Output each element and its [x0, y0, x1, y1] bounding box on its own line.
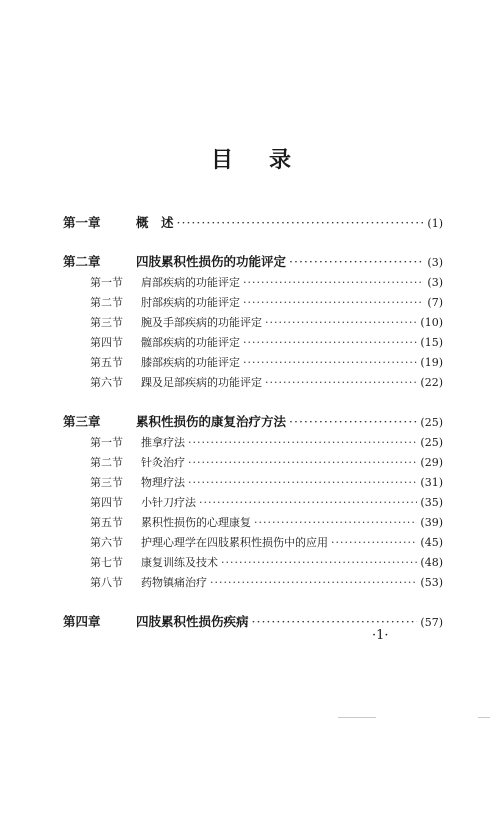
dot-leader	[331, 534, 417, 552]
page-number: (45)	[420, 536, 443, 549]
section-title: 护理心理学在四肢累积性损伤中的应用	[141, 536, 328, 549]
page-number: (25)	[420, 436, 443, 449]
section-title: 踝及足部疾病的功能评定	[141, 376, 262, 389]
section-title: 推拿疗法	[141, 436, 185, 449]
page-number: (39)	[420, 516, 443, 529]
scan-artifact-mark	[338, 717, 376, 718]
page-number: (57)	[420, 616, 443, 629]
toc-section[interactable]	[90, 434, 443, 452]
page-title	[0, 143, 504, 174]
section-number: 第四节	[90, 336, 123, 349]
dot-leader	[243, 274, 424, 292]
dot-leader	[265, 314, 417, 332]
section-title: 髋部疾病的功能评定	[141, 336, 240, 349]
toc-section[interactable]	[90, 514, 443, 532]
section-title: 康复训练及技术	[141, 556, 218, 569]
toc-section[interactable]	[90, 354, 443, 372]
dot-leader	[243, 334, 417, 352]
page-number: (35)	[420, 496, 443, 509]
section-title: 小针刀疗法	[141, 496, 196, 509]
page-number: (15)	[420, 336, 443, 349]
page-number: (10)	[420, 316, 443, 329]
chapter-title: 四肢累积性损伤疾病	[136, 614, 249, 629]
dot-leader	[289, 413, 417, 431]
title-char-2: 录	[269, 147, 294, 173]
toc-section[interactable]	[90, 534, 443, 552]
section-title: 肘部疾病的功能评定	[141, 296, 240, 309]
page-number: (7)	[427, 296, 443, 309]
section-number: 第二节	[90, 456, 123, 469]
toc-chapter-3[interactable]	[63, 413, 443, 431]
section-number: 第一节	[90, 276, 123, 289]
section-number: 第四节	[90, 496, 123, 509]
page-number: (3)	[427, 276, 443, 289]
page-number: (3)	[427, 256, 443, 269]
section-number: 第三节	[90, 476, 123, 489]
section-number: 第二节	[90, 296, 123, 309]
chapter-title: 四肢累积性损伤的功能评定	[136, 254, 287, 269]
chapter-number: 第二章	[63, 254, 101, 269]
chapter-number: 第四章	[63, 614, 101, 629]
dot-leader	[254, 514, 417, 532]
section-number: 第五节	[90, 516, 123, 529]
section-title: 针灸治疗	[141, 456, 185, 469]
dot-leader	[177, 214, 425, 232]
section-number: 第八节	[90, 576, 123, 589]
dot-leader	[188, 434, 417, 452]
dot-leader	[243, 354, 417, 372]
page-number: (48)	[420, 556, 443, 569]
section-number: 第三节	[90, 316, 123, 329]
dot-leader	[252, 613, 418, 631]
section-number: 第七节	[90, 556, 123, 569]
toc-chapter-1[interactable]	[63, 214, 443, 232]
dot-leader	[188, 454, 417, 472]
page-number: (22)	[420, 376, 443, 389]
section-title: 药物镇痛治疗	[141, 576, 207, 589]
section-number: 第六节	[90, 376, 123, 389]
page-number: (31)	[420, 476, 443, 489]
section-title: 腕及手部疾病的功能评定	[141, 316, 262, 329]
chapter-number: 第三章	[63, 414, 101, 429]
section-title: 肩部疾病的功能评定	[141, 276, 240, 289]
toc-section[interactable]	[90, 334, 443, 352]
toc-section[interactable]	[90, 494, 443, 512]
toc-section[interactable]	[90, 314, 443, 332]
dot-leader	[265, 374, 417, 392]
section-number: 第一节	[90, 436, 123, 449]
page-folio: ·1·	[372, 628, 389, 643]
title-char-1: 目	[210, 147, 235, 173]
chapter-number: 第一章	[63, 215, 101, 230]
toc-chapter-2[interactable]	[63, 253, 443, 271]
section-title: 物理疗法	[141, 476, 185, 489]
page-number: (53)	[420, 576, 443, 589]
dot-leader	[221, 554, 417, 572]
chapter-title: 概 述	[136, 215, 174, 230]
dot-leader	[199, 494, 417, 512]
toc-section[interactable]	[90, 474, 443, 492]
section-title: 累积性损伤的心理康复	[141, 516, 251, 529]
toc-section[interactable]	[90, 454, 443, 472]
scan-artifact-mark	[478, 717, 490, 718]
page-number: (25)	[420, 416, 443, 429]
toc-section[interactable]	[90, 374, 443, 392]
section-number: 第五节	[90, 356, 123, 369]
page-number: (1)	[427, 217, 443, 230]
page-number: (29)	[420, 456, 443, 469]
toc-section[interactable]	[90, 294, 443, 312]
toc-section[interactable]	[90, 554, 443, 572]
dot-leader	[210, 574, 417, 592]
section-number: 第六节	[90, 536, 123, 549]
dot-leader	[188, 474, 417, 492]
toc-section[interactable]	[90, 274, 443, 292]
section-title: 膝部疾病的功能评定	[141, 356, 240, 369]
dot-leader	[243, 294, 424, 312]
dot-leader	[289, 253, 424, 271]
page-number: (19)	[420, 356, 443, 369]
chapter-title: 累积性损伤的康复治疗方法	[136, 414, 287, 429]
toc-section[interactable]	[90, 574, 443, 592]
